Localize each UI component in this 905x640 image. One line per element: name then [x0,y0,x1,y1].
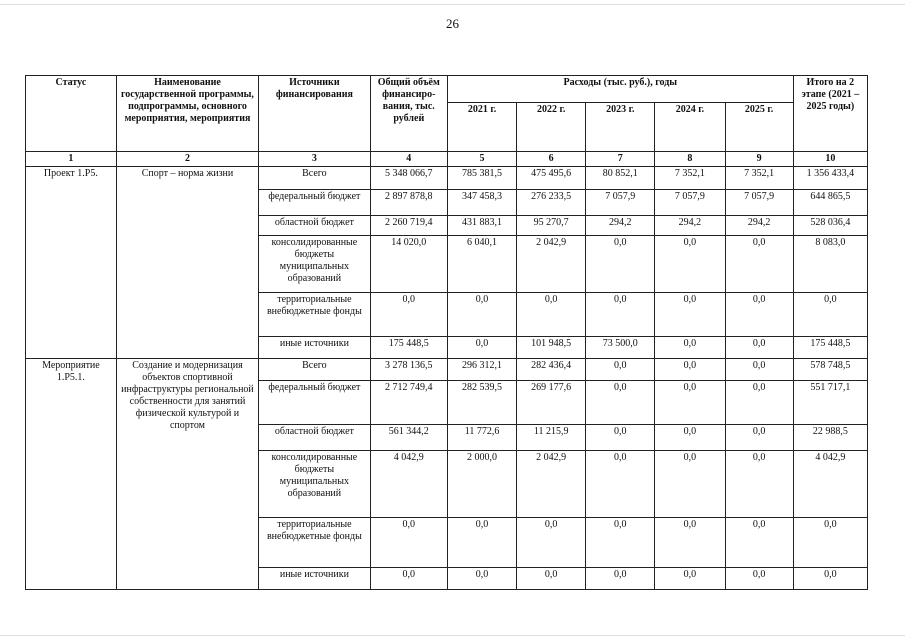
year-value: 475 495,6 [517,167,586,190]
row-name: Создание и модернизация объектов спортивной инфраструктуры региональной собственности для занятий физической культурой и спортом [116,359,258,590]
stage-total-value: 175 448,5 [793,337,867,359]
year-value: 0,0 [586,425,655,451]
stage-total-value: 0,0 [793,293,867,337]
year-value: 7 057,9 [655,190,725,216]
funding-source: территориальные внебюджетные фонды [259,293,370,337]
stage-total-value: 0,0 [793,568,867,590]
year-value: 0,0 [586,359,655,381]
stage-total-value: 1 356 433,4 [793,167,867,190]
year-value: 0,0 [725,518,793,568]
row-status: Мероприятие 1.Р5.1. [26,359,117,590]
year-value: 0,0 [725,236,793,293]
year-value: 7 352,1 [655,167,725,190]
total-value: 561 344,2 [370,425,447,451]
funding-source: областной бюджет [259,216,370,236]
column-number: 9 [725,152,793,167]
total-value: 2 897 878,8 [370,190,447,216]
year-value: 294,2 [586,216,655,236]
year-value: 0,0 [586,381,655,425]
year-value: 11 772,6 [447,425,516,451]
year-value: 0,0 [725,359,793,381]
year-value: 7 057,9 [725,190,793,216]
year-value: 7 352,1 [725,167,793,190]
year-value: 276 233,5 [517,190,586,216]
year-value: 0,0 [725,337,793,359]
year-value: 294,2 [725,216,793,236]
funding-source: иные источники [259,337,370,359]
year-value: 0,0 [586,518,655,568]
total-value: 0,0 [370,568,447,590]
year-value: 0,0 [725,451,793,518]
column-number: 7 [586,152,655,167]
funding-source: областной бюджет [259,425,370,451]
header-year: 2025 г. [725,103,793,152]
total-value: 4 042,9 [370,451,447,518]
stage-total-value: 578 748,5 [793,359,867,381]
year-value: 0,0 [517,293,586,337]
stage-total-value: 528 036,4 [793,216,867,236]
header-status: Статус [26,76,117,152]
stage-total-value: 551 717,1 [793,381,867,425]
table-row [26,167,868,190]
column-number: 10 [793,152,867,167]
header-expenses: Расходы (тыс. руб.), годы [447,76,793,103]
scan-bottom-edge [0,635,905,636]
table-row [26,359,868,381]
total-value: 14 020,0 [370,236,447,293]
year-value: 296 312,1 [447,359,516,381]
header-year: 2022 г. [517,103,586,152]
total-value: 2 712 749,4 [370,381,447,425]
column-number: 8 [655,152,725,167]
year-value: 0,0 [447,337,516,359]
year-value: 0,0 [586,293,655,337]
year-value: 73 500,0 [586,337,655,359]
header-year: 2021 г. [447,103,516,152]
funding-source: федеральный бюджет [259,381,370,425]
year-value: 95 270,7 [517,216,586,236]
year-value: 0,0 [517,518,586,568]
funding-source: территориальные внебюджетные фонды [259,518,370,568]
total-value: 0,0 [370,518,447,568]
year-value: 0,0 [655,236,725,293]
stage-total-value: 8 083,0 [793,236,867,293]
funding-source: Всего [259,167,370,190]
year-value: 347 458,3 [447,190,516,216]
year-value: 282 436,4 [517,359,586,381]
column-number: 2 [116,152,258,167]
scan-top-edge [0,4,905,5]
year-value: 0,0 [725,293,793,337]
year-value: 0,0 [655,381,725,425]
funding-source: консолидированные бюджеты муниципальных образований [259,451,370,518]
year-value: 0,0 [447,568,516,590]
year-value: 0,0 [586,568,655,590]
funding-source: федеральный бюджет [259,190,370,216]
year-value: 0,0 [655,337,725,359]
column-number: 1 [26,152,117,167]
header-year: 2023 г. [586,103,655,152]
funding-source: иные источники [259,568,370,590]
year-value: 6 040,1 [447,236,516,293]
year-value: 0,0 [655,293,725,337]
header-total: Общий объём финансиро-вания, тыс. рублей [370,76,447,152]
year-value: 2 000,0 [447,451,516,518]
year-value: 0,0 [725,425,793,451]
row-name: Спорт – норма жизни [116,167,258,359]
year-value: 0,0 [655,359,725,381]
year-value: 0,0 [586,236,655,293]
year-value: 0,0 [447,518,516,568]
funding-source: консолидированные бюджеты муниципальных образований [259,236,370,293]
year-value: 7 057,9 [586,190,655,216]
year-value: 11 215,9 [517,425,586,451]
year-value: 431 883,1 [447,216,516,236]
column-number-row [26,152,868,167]
column-number: 6 [517,152,586,167]
column-number: 5 [447,152,516,167]
header-sources: Источники финансирования [259,76,370,152]
year-value: 0,0 [655,518,725,568]
row-status: Проект 1.Р5. [26,167,117,359]
year-value: 80 852,1 [586,167,655,190]
total-value: 3 278 136,5 [370,359,447,381]
header-name: Наименование государственной программы, подпрограммы, основного мероприятия, мероприятия [116,76,258,152]
year-value: 101 948,5 [517,337,586,359]
column-number: 4 [370,152,447,167]
total-value: 175 448,5 [370,337,447,359]
stage-total-value: 0,0 [793,518,867,568]
total-value: 0,0 [370,293,447,337]
year-value: 0,0 [725,381,793,425]
year-value: 785 381,5 [447,167,516,190]
stage-total-value: 22 988,5 [793,425,867,451]
year-value: 0,0 [655,425,725,451]
table-body [26,167,868,590]
stage-total-value: 4 042,9 [793,451,867,518]
year-value: 0,0 [725,568,793,590]
year-value: 0,0 [447,293,516,337]
funding-source: Всего [259,359,370,381]
year-value: 0,0 [517,568,586,590]
header-year: 2024 г. [655,103,725,152]
year-value: 2 042,9 [517,236,586,293]
year-value: 0,0 [655,451,725,518]
budget-table [25,75,868,590]
year-value: 294,2 [655,216,725,236]
column-number: 3 [259,152,370,167]
page-number: 26 [446,16,459,31]
year-value: 0,0 [586,451,655,518]
year-value: 269 177,6 [517,381,586,425]
year-value: 0,0 [655,568,725,590]
header-stage-total: Итого на 2 этапе (2021 – 2025 годы) [793,76,867,152]
year-value: 282 539,5 [447,381,516,425]
year-value: 2 042,9 [517,451,586,518]
total-value: 5 348 066,7 [370,167,447,190]
stage-total-value: 644 865,5 [793,190,867,216]
total-value: 2 260 719,4 [370,216,447,236]
